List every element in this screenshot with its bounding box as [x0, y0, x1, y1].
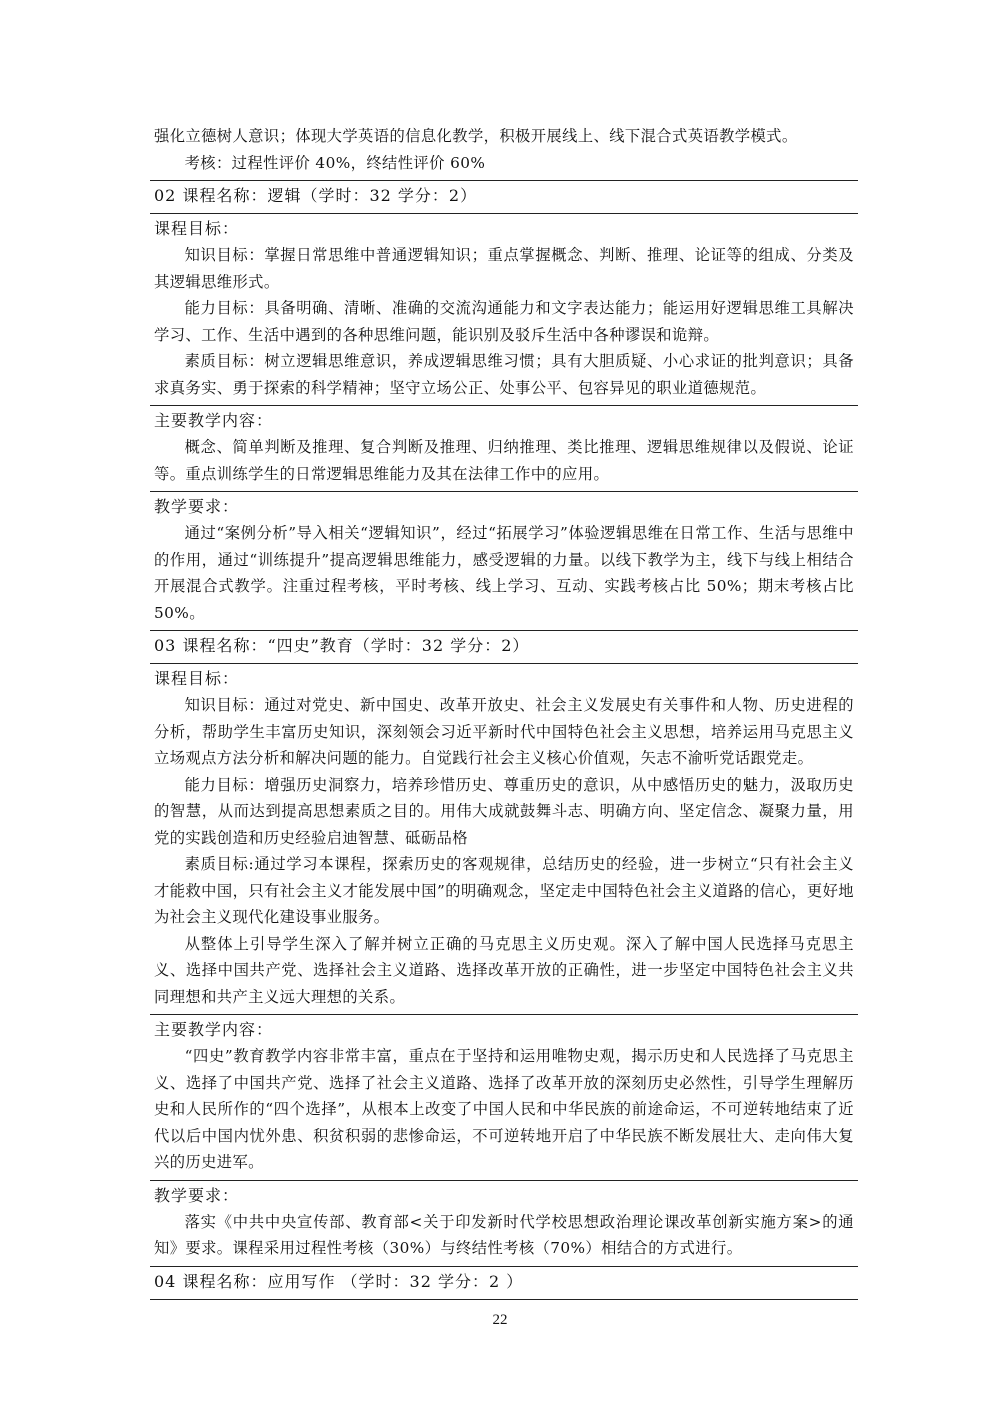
quality-goal: 素质目标：树立逻辑思维意识，养成逻辑思维习惯；具有大胆质疑、小心求证的批判意识；具备求真务实、勇于探索的科学精神；坚守立场公正、处事公平、包容异见的职业道德规范。 [154, 352, 854, 397]
content-heading: 主要教学内容： [154, 1020, 274, 1039]
course-02-title-row [150, 180, 858, 213]
ability-goal: 能力目标：具备明确、清晰、准确的交流沟通能力和文字表达能力；能运用好逻辑思维工具解决学习、工作、生活中遇到的各种思维问题，能识别及驳斥生活中各种谬误和诡辩。 [154, 299, 854, 344]
course-03-title: 03 课程名称：“四史”教育（学时：32 学分：2） [154, 636, 530, 655]
course-02-goals [150, 213, 858, 405]
requirements-text: 通过“案例分析”导入相关“逻辑知识”，经过“拓展学习”体验逻辑思维在日常工作、生活与思维中的作用，通过“训练提升”提高逻辑思维能力，感受逻辑的力量。以线下教学为主，线下与线上相结合开展混合式教学。注重过程考核，平时考核、线上学习、互动、实践考核占比 50%；期末考核占比 50%。 [154, 524, 854, 622]
content-heading: 主要教学内容： [154, 411, 274, 430]
requirements-heading: 教学要求： [154, 497, 240, 516]
assessment-line: 考核：过程性评价 40%，终结性评价 60% [184, 153, 486, 172]
course-02-requirements [150, 491, 858, 630]
knowledge-goal: 知识目标：掌握日常思维中普通逻辑知识；重点掌握概念、判断、推理、论证等的组成、分类及其逻辑思维形式。 [154, 246, 854, 291]
quality-goal: 素质目标:通过学习本课程，探索历史的客观规律，总结历史的经验，进一步树立“只有社会主义才能救中国，只有社会主义才能发展中国”的明确观念，坚定走中国特色社会主义道路的信心，更好地为社会主义现代化建设事业服务。 [154, 855, 854, 926]
course-03-goals [150, 663, 858, 1014]
previous-course-tail [150, 121, 858, 180]
requirements-heading: 教学要求： [154, 1185, 240, 1205]
goals-heading: 课程目标： [154, 669, 240, 688]
requirements-text: 落实《中共中央宣传部、教育部<关于印发新时代学校思想政治理论课改革创新实施方案>的通知》要求。课程采用过程性考核（30%）与终结性考核（70%）相结合的方式进行。 [154, 1212, 854, 1257]
content-text: 概念、简单判断及推理、复合判断及推理、归纳推理、类比推理、逻辑思维规律以及假说、论证等。重点训练学生的日常逻辑思维能力及其在法律工作中的应用。 [154, 438, 854, 483]
ability-goal: 能力目标：增强历史洞察力，培养珍惜历史、尊重历史的意识，从中感悟历史的魅力，汲取历史的智慧，从而达到提高思想素质之目的。用伟大成就鼓舞斗志、明确方向、坚定信念、凝聚力量，用党的实践创造和历史经验启迪智慧、砥砺品格 [154, 775, 854, 847]
knowledge-goal: 知识目标：通过对党史、新中国史、改革开放史、社会主义发展史有关事件和人物、历史进程的分析，帮助学生丰富历史知识，深刻领会习近平新时代中国特色社会主义思想，培养运用马克思主义立场观点方法分析和解决问题的能力。自觉践行社会主义核心价值观，矢志不渝听党话跟党走。 [154, 696, 854, 767]
overall-goal: 从整体上引导学生深入了解并树立正确的马克思主义历史观。深入了解中国人民选择马克思主义、选择中国共产党、选择社会主义道路、选择改革开放的正确性，进一步坚定中国特色社会主义共同理想和共产主义远大理想的关系。 [154, 934, 854, 1006]
course-03-requirements [150, 1180, 858, 1266]
course-03-title-row [150, 630, 858, 663]
course-04-title: 04 课程名称：应用写作 （学时：32 学分：2 ） [154, 1271, 524, 1291]
page-number: 22 [492, 1312, 508, 1328]
course-02-content [150, 405, 858, 491]
content-text: “四史”教育教学内容非常丰富，重点在于坚持和运用唯物史观，揭示历史和人民选择了马克思主义、选择了中国共产党、选择了社会主义道路、选择了改革开放的深刻历史必然性，引导学生理解历史和人民所作的“四个选择”，从根本上改变了中国人民和中华民族的前途命运，不可逆转地结束了近代以后中国内忧外患、积贫积弱的悲惨命运，不可逆转地开启了中华民族不断发展壮大、走向伟大复兴的历史进军。 [154, 1047, 854, 1171]
text-line: 强化立德树人意识；体现大学英语的信息化教学，积极开展线上、线下混合式英语教学模式。 [154, 127, 798, 145]
goals-heading: 课程目标： [154, 219, 240, 238]
course-04-title-row [150, 1266, 858, 1300]
document-body [150, 121, 858, 1300]
course-03-content [150, 1014, 858, 1180]
course-02-title: 02 课程名称：逻辑（学时：32 学分：2） [154, 186, 478, 205]
